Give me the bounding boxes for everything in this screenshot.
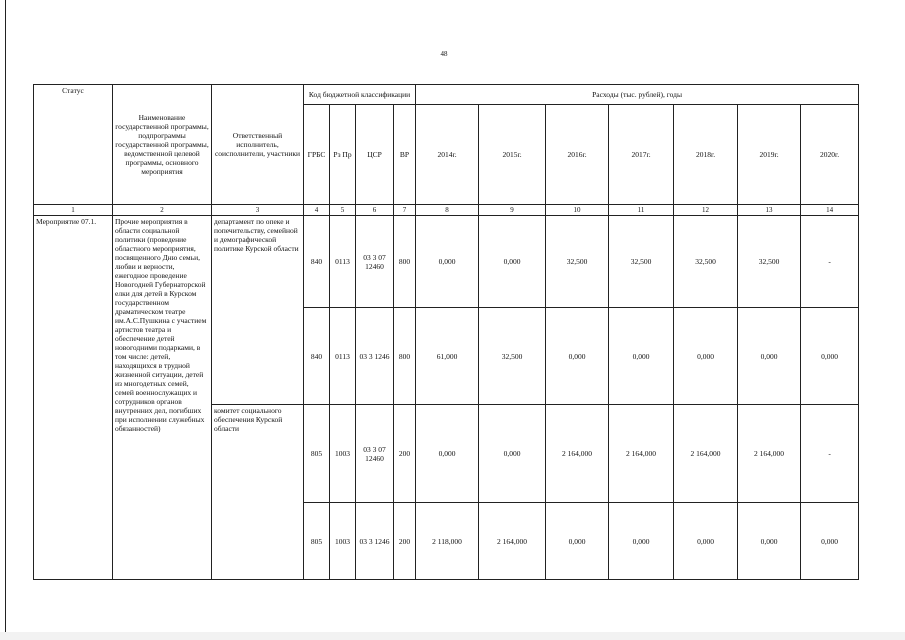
row-name: Прочие мероприятия в области социальной политики (проведение областного мероприятия, посвященного Дню семьи, любви и верности, ежегодное проведение Новогодней Губернаторской елки для детей в Курском государственном драматическом театре им.А.С.Пушкина с участием артистов театра и обеспечение детей новогодними подарками, в том числе: детей, находящихся в трудной жизненной ситуации, детей из многодетных семей, семей военнослужащих и сотрудников органов внутренних дел, погибших при исполнении служебных обязанностей) (113, 216, 212, 580)
cell-grbs: 805 (304, 503, 330, 580)
cell-value: 61,000 (416, 308, 479, 405)
cell-rzpr: 1003 (330, 405, 356, 503)
cell-value: 0,000 (738, 503, 801, 580)
cell-rzpr: 1003 (330, 503, 356, 580)
cell-value: 0,000 (416, 405, 479, 503)
column-number: 8 (416, 205, 479, 216)
column-number: 14 (801, 205, 859, 216)
scan-bottom-edge (0, 632, 905, 640)
cell-value: 0,000 (801, 308, 859, 405)
cell-value: 32,500 (546, 216, 609, 308)
header-rzpr: Рз Пр (330, 105, 356, 205)
header-executor: Ответственный исполнитель, соисполнители, участники (212, 85, 304, 205)
header-year: 2020г. (801, 105, 859, 205)
cell-value: 0,000 (674, 503, 738, 580)
cell-value: 0,000 (546, 503, 609, 580)
header-year: 2014г. (416, 105, 479, 205)
header-csr: ЦСР (356, 105, 394, 205)
cell-value: 2 164,000 (479, 503, 546, 580)
header-grbs: ГРБС (304, 105, 330, 205)
cell-rzpr: 0113 (330, 308, 356, 405)
table-row (34, 216, 859, 308)
cell-csr: 03 3 1246 (356, 308, 394, 405)
cell-value: - (801, 405, 859, 503)
cell-grbs: 805 (304, 405, 330, 503)
cell-value: - (801, 216, 859, 308)
column-number: 7 (394, 205, 416, 216)
cell-rzpr: 0113 (330, 216, 356, 308)
header-year: 2016г. (546, 105, 609, 205)
column-number: 12 (674, 205, 738, 216)
cell-value: 32,500 (674, 216, 738, 308)
page-edge-line (5, 0, 6, 640)
cell-value: 32,500 (479, 308, 546, 405)
row-status: Мероприятие 07.1. (34, 216, 113, 580)
column-number: 1 (34, 205, 113, 216)
cell-grbs: 840 (304, 216, 330, 308)
cell-vr: 800 (394, 308, 416, 405)
row-executor: департамент по опеке и попечительству, семейной и демографической политике Курской области (212, 216, 304, 405)
cell-csr: 03 3 07 12460 (356, 405, 394, 503)
column-number: 9 (479, 205, 546, 216)
cell-value: 0,000 (416, 216, 479, 308)
cell-value: 0,000 (479, 405, 546, 503)
cell-vr: 800 (394, 216, 416, 308)
cell-value: 32,500 (738, 216, 801, 308)
column-number: 4 (304, 205, 330, 216)
column-number: 5 (330, 205, 356, 216)
cell-csr: 03 3 07 12460 (356, 216, 394, 308)
cell-vr: 200 (394, 503, 416, 580)
cell-value: 2 164,000 (674, 405, 738, 503)
cell-value: 2 164,000 (738, 405, 801, 503)
header-year: 2018г. (674, 105, 738, 205)
cell-value: 0,000 (738, 308, 801, 405)
page-number: 48 (440, 50, 448, 58)
column-number: 2 (113, 205, 212, 216)
cell-grbs: 840 (304, 308, 330, 405)
header-status: Статус (34, 85, 113, 205)
column-number: 3 (212, 205, 304, 216)
cell-value: 2 164,000 (546, 405, 609, 503)
cell-value: 0,000 (479, 216, 546, 308)
header-year: 2015г. (479, 105, 546, 205)
header-expenses: Расходы (тыс. рублей), годы (416, 85, 859, 105)
header-budget-code: Код бюджетной классификации (304, 85, 416, 105)
column-number: 6 (356, 205, 394, 216)
cell-value: 2 164,000 (609, 405, 674, 503)
header-year: 2017г. (609, 105, 674, 205)
header-name: Наименование государственной программы, подпрограммы государственной программы, ведомственной целевой программы, основного мероприятия (113, 85, 212, 205)
header-vr: ВР (394, 105, 416, 205)
cell-vr: 200 (394, 405, 416, 503)
header-year: 2019г. (738, 105, 801, 205)
cell-value: 0,000 (801, 503, 859, 580)
cell-value: 2 118,000 (416, 503, 479, 580)
cell-csr: 03 3 1246 (356, 503, 394, 580)
column-number: 13 (738, 205, 801, 216)
row-executor: комитет социального обеспечения Курской области (212, 405, 304, 580)
budget-table (33, 84, 859, 580)
cell-value: 0,000 (609, 308, 674, 405)
column-number: 10 (546, 205, 609, 216)
cell-value: 32,500 (609, 216, 674, 308)
cell-value: 0,000 (674, 308, 738, 405)
cell-value: 0,000 (609, 503, 674, 580)
column-number: 11 (609, 205, 674, 216)
cell-value: 0,000 (546, 308, 609, 405)
